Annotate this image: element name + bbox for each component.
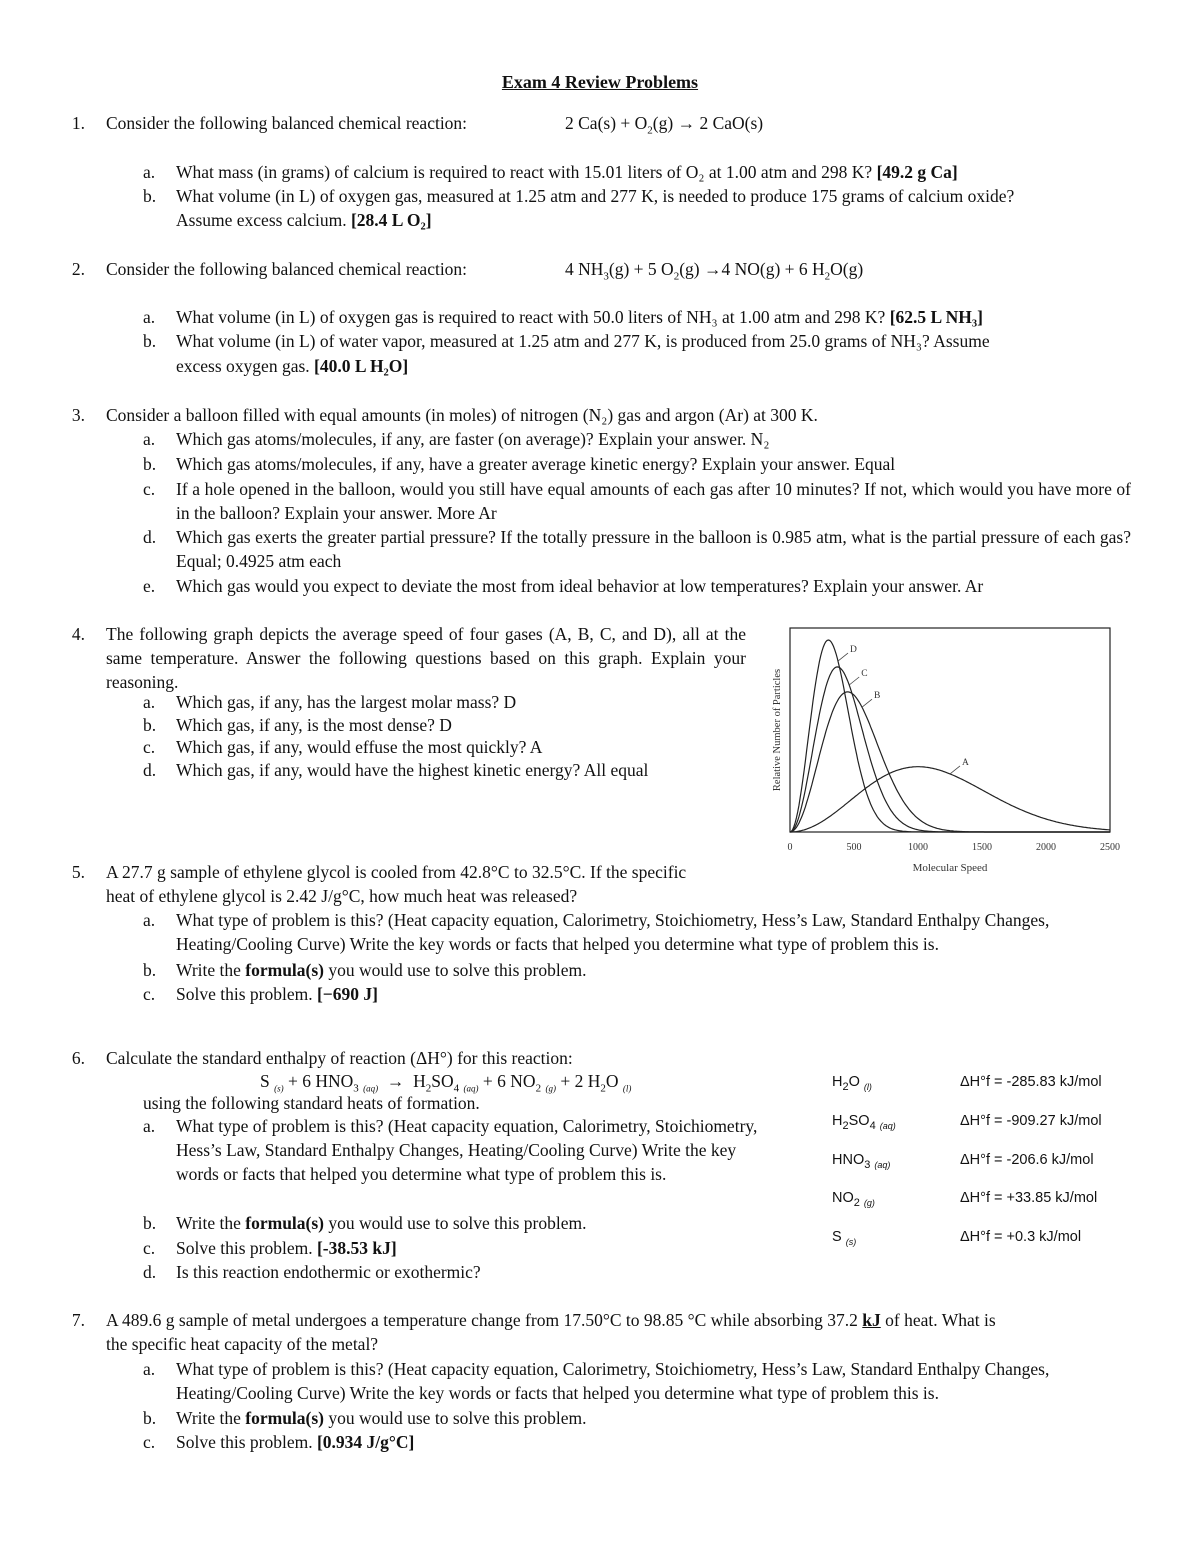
question-text: Calculate the standard enthalpy of reaction (ΔH°) for this reaction:	[106, 1048, 573, 1068]
item-text: What volume (in L) of water vapor, measured at 1.25 atm and 277 K, is produced from 25.0 grams of NH₃? Assume	[176, 331, 990, 351]
curve-A	[790, 767, 1110, 832]
answer: [28.4 L O₂]	[350, 210, 432, 230]
item-text: Which gas, if any, is the most dense? D	[176, 715, 452, 735]
item-label: e.	[143, 576, 156, 596]
species-hno3: $HNO_3$ $_{(aq)}$	[832, 1152, 891, 1171]
enthalpy-value: ΔH°f = +0.3 kJ/mol	[960, 1229, 1082, 1245]
item-label: a.	[143, 692, 156, 712]
item-text: What volume (in L) of oxygen gas, measured at 1.25 atm and 277 K, is needed to produce 175 grams of calcium oxide?	[176, 186, 1015, 206]
item-label: d.	[143, 760, 157, 780]
species-h2o: $H_2O$ $_{(l)}$	[832, 1074, 872, 1093]
question-number: 3.	[71, 405, 85, 425]
item-label: a.	[143, 910, 156, 930]
species-h2so4: $H_2SO_4$ $_{(aq)}$	[832, 1113, 896, 1132]
item-label: d.	[143, 527, 157, 547]
enthalpy-value: ΔH°f = -909.27 kJ/mol	[960, 1113, 1102, 1129]
question-number: 7.	[71, 1310, 85, 1330]
curve-label-leader	[849, 677, 859, 685]
chemical-equation: 2 $Ca(s) + O_2(g) \to 2$ CaO(s)	[565, 113, 764, 137]
item-text: Which gas, if any, has the largest molar mass? D	[176, 692, 517, 712]
question-text: A 489.6 g sample of metal undergoes a temperature change from 17.50°C to 98.85 °C while absorbing 37.2 kJ of heat. What is	[106, 1310, 996, 1330]
item-text: What type of problem is this? (Heat capacity equation, Calorimetry, Stoichiometry, Hess’s Law, Standard Enthalpy Changes, Heating/Cooling Curve) Write the key words or facts that helped you determine what type of problem this is.	[176, 910, 1050, 954]
item-label: a.	[143, 162, 156, 182]
question-text: the specific heat capacity of the metal?	[106, 1334, 379, 1354]
x-tick-label: 2500	[1100, 842, 1120, 853]
x-tick-label: 500	[846, 842, 862, 853]
answer: [62.5 L NH₃]	[889, 307, 983, 327]
item-text: Which gas would you expect to deviate the most from ideal behavior at low temperatures? Explain your answer. Ar	[176, 576, 984, 596]
item-text: Which gas exerts the greater partial pressure? If the totally pressure in the balloon is 0.985 atm, what is the partial pressure of each gas? Equal; 0.4925 atm each	[176, 527, 1131, 571]
enthalpy-value: ΔH°f = -206.6 kJ/mol	[960, 1152, 1094, 1168]
item-label: b.	[143, 331, 157, 351]
item-text: Which gas, if any, would effuse the most quickly? A	[176, 737, 543, 757]
item-text: Solve this problem. [0.934 J/g°C]	[176, 1432, 415, 1452]
item-text: What type of problem is this? (Heat capacity equation, Calorimetry, Stoichiometry, Hess’s Law, Standard Enthalpy Changes, Heating/Cooling Curve) Write the key words or facts that helped you determine what type of problem this is.	[176, 1116, 758, 1184]
item-label: b.	[143, 1213, 157, 1233]
question-number: 2.	[71, 259, 85, 279]
question-number: 4.	[71, 624, 85, 644]
curve-D	[790, 640, 1110, 832]
item-text: What volume (in L) of oxygen gas is required to react with 50.0 liters of NH₃ at 1.00 atm and 298 K? [62.5 L NH₃]	[176, 307, 983, 327]
x-tick-label: 1000	[908, 842, 928, 853]
item-label: b.	[143, 186, 157, 206]
item-label: c.	[143, 1432, 156, 1452]
item-label: b.	[143, 715, 157, 735]
question-text: Consider the following balanced chemical reaction:	[106, 113, 468, 133]
item-label: a.	[143, 429, 156, 449]
item-label: d.	[143, 1262, 157, 1282]
item-label: a.	[143, 307, 156, 327]
question-number: 5.	[71, 862, 85, 882]
item-label: c.	[143, 479, 156, 499]
item-label: b.	[143, 454, 157, 474]
curve-label-leader	[862, 699, 872, 707]
item-label: c.	[143, 1238, 156, 1258]
item-text: Which gas, if any, would have the highest kinetic energy? All equal	[176, 760, 649, 780]
x-tick-label: 0	[787, 842, 793, 853]
item-label: c.	[143, 984, 156, 1004]
curve-C	[790, 667, 1110, 832]
item-text: Write the formula(s) you would use to solve this problem.	[176, 1213, 587, 1233]
item-text: What mass (in grams) of calcium is required to react with 15.01 liters of O₂ at 1.00 atm and 298 K? [49.2 g Ca]	[176, 162, 958, 182]
curve-label: C	[861, 669, 868, 679]
chemical-equation: 4 $NH_3(g) + 5$ $O_2(g) \to 4$ NO(g) + 6 $H_2O(g)$	[565, 259, 864, 283]
enthalpy-value: ΔH°f = -285.83 kJ/mol	[960, 1074, 1102, 1090]
answer: [−690 J]	[316, 984, 378, 1004]
x-tick-label: 1500	[972, 842, 992, 853]
species-s: S $_{(s)}$	[832, 1229, 857, 1247]
speed-distribution-chart	[760, 620, 1130, 885]
item-label: a.	[143, 1116, 156, 1136]
item-text: If a hole opened in the balloon, would you still have equal amounts of each gas after 10 minutes? If not, which would you have more of in the balloon? Explain your answer. More Ar	[176, 479, 1131, 523]
x-axis-label: Molecular Speed	[912, 862, 988, 874]
item-text: Write the formula(s) you would use to solve this problem.	[176, 960, 587, 980]
item-text: Solve this problem. [-38.53 kJ]	[176, 1238, 397, 1258]
question-number: 6.	[71, 1048, 85, 1068]
question-text: The following graph depicts the average speed of four gases (A, B, C, and D), all at the same temperature. Answer the following questions based on this graph. Explain your reasoning.	[106, 624, 746, 692]
item-text: Assume excess calcium. [28.4 L O₂]	[176, 210, 432, 230]
x-tick-label: 2000	[1036, 842, 1056, 853]
curve-label: D	[850, 645, 857, 656]
curve-label: B	[874, 691, 881, 702]
item-text: What type of problem is this? (Heat capacity equation, Calorimetry, Stoichiometry, Hess’s Law, Standard Enthalpy Changes, Heating/Cooling Curve) Write the key words or facts that helped you determine what type of problem this is.	[176, 1359, 1050, 1403]
item-label: b.	[143, 960, 157, 980]
question-text: Consider the following balanced chemical reaction:	[106, 259, 468, 279]
item-text: Is this reaction endothermic or exothermic?	[176, 1262, 481, 1282]
curve-label-leader	[838, 653, 848, 661]
species-no2: $NO_2$ $_{(g)}$	[832, 1190, 875, 1209]
answer: [49.2 g Ca]	[876, 162, 958, 182]
item-label: b.	[143, 1408, 157, 1428]
item-text: Solve this problem. [−690 J]	[176, 984, 378, 1004]
answer: [0.934 J/g°C]	[316, 1432, 415, 1452]
question-text: using the following standard heats of formation.	[143, 1093, 480, 1113]
enthalpy-value: ΔH°f = +33.85 kJ/mol	[960, 1190, 1098, 1206]
question-text: A 27.7 g sample of ethylene glycol is cooled from 42.8°C to 32.5°C. If the specific heat of ethylene glycol is 2.42 J/g°C, how much heat was released?	[106, 862, 687, 906]
item-text: Write the formula(s) you would use to solve this problem.	[176, 1408, 587, 1428]
question-number: 1.	[71, 113, 85, 133]
page-title: Exam 4 Review Problems	[501, 72, 699, 92]
answer: [40.0 L H₂O]	[314, 356, 409, 376]
item-label: c.	[143, 737, 156, 757]
item-text: Which gas atoms/molecules, if any, are faster (on average)? Explain your answer. N₂	[176, 429, 770, 449]
curve-label-leader	[950, 766, 960, 774]
answer: [-38.53 kJ]	[316, 1238, 397, 1258]
item-label: a.	[143, 1359, 156, 1379]
item-text: Which gas atoms/molecules, if any, have a greater average kinetic energy? Explain your answer. Equal	[176, 454, 896, 474]
y-axis-label: Relative Number of Particles	[772, 668, 783, 792]
curve-label: A	[962, 757, 969, 768]
chemical-equation: S $_{(s)}$ + 6 $HNO_3$ $_{(aq)} \to H_2SO_4$ $_{(aq)}$ + 6 $NO_2$ $_{(g)}$ + 2 $H_2O$ $_{(l)}$	[260, 1071, 632, 1095]
item-text: excess oxygen gas. [40.0 L H₂O]	[176, 356, 409, 376]
question-text: Consider a balloon filled with equal amounts (in moles) of nitrogen (N₂) gas and argon (Ar) at 300 K.	[106, 405, 818, 425]
